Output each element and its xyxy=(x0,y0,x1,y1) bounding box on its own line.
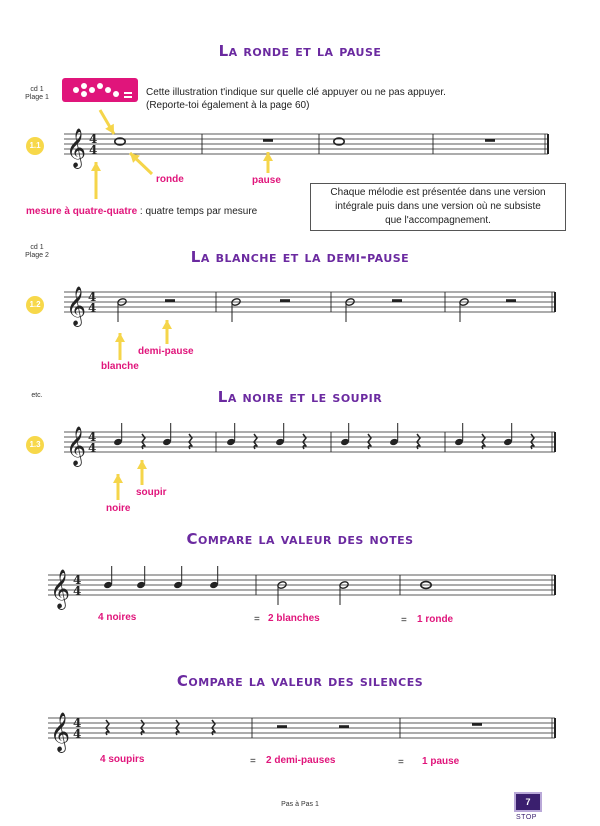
compare-notes-eq-1: = xyxy=(254,614,260,625)
staff-2-time-bottom: 4 xyxy=(88,301,97,315)
compare-notes-eq-2: = xyxy=(401,615,407,626)
staff-2-half-rest xyxy=(392,299,402,302)
track-label-2: cd 1 Plage 2 xyxy=(25,244,49,259)
section-title-compare-notes: Compare la valeur des notes xyxy=(186,530,414,548)
track-badge-1-1: 1.1 xyxy=(26,137,44,155)
staff-2-half-rest xyxy=(280,299,290,302)
compare-silences-2-demi-pauses: 2 demi-pauses xyxy=(266,755,336,766)
staff-2-half-rest xyxy=(165,299,175,302)
arrow-to-blanche-head xyxy=(115,333,125,342)
staff-1-time-top: 4 xyxy=(89,132,98,146)
label-noire: noire xyxy=(106,503,131,514)
section-title-ronde-pause: La ronde et la pause xyxy=(218,42,382,60)
staff-5-time-bottom: 4 xyxy=(73,727,82,741)
info-line-2: intégrale puis dans une version où ne subsiste xyxy=(335,201,541,212)
arrow-to-mesure-head xyxy=(91,162,101,171)
track-badge-1-2: 1.2 xyxy=(26,296,44,314)
staff-5-whole-rest xyxy=(472,723,482,726)
staff-5-half-rest xyxy=(339,725,349,728)
compare-silences-1-pause: 1 pause xyxy=(422,756,460,767)
intro-line-2: (Reporte-toi également à la page 60) xyxy=(146,100,310,111)
staff-3-time-top: 4 xyxy=(88,430,97,444)
compare-notes-4-noires: 4 noires xyxy=(98,612,137,623)
compare-silences-eq-2: = xyxy=(398,757,404,768)
staff-5-treble-clef-icon: 𝄞 xyxy=(50,712,71,752)
stop-label: STOP xyxy=(516,814,537,821)
staff-5-time-top: 4 xyxy=(73,716,82,730)
footer-text: Pas à Pas 1 xyxy=(281,801,319,808)
arrow-to-noire-head xyxy=(113,474,123,483)
label-soupir: soupir xyxy=(136,487,167,498)
staff-2-treble-clef-icon: 𝄞 xyxy=(66,286,87,326)
label-blanche: blanche xyxy=(101,361,139,372)
staff-1-treble-clef-icon: 𝄞 xyxy=(66,128,87,168)
staff-3-treble-clef-icon: 𝄞 xyxy=(66,426,87,466)
compare-silences-eq-1: = xyxy=(250,756,256,767)
section-title-compare-silences: Compare la valeur des silences xyxy=(176,672,424,690)
staff-1-time-bottom: 4 xyxy=(89,143,98,157)
label-pause: pause xyxy=(252,175,281,186)
arrow-to-pause-head xyxy=(263,152,273,161)
staff-1-whole-rest xyxy=(485,139,495,142)
compare-notes-1-ronde: 1 ronde xyxy=(417,614,454,625)
label-demi-pause: demi-pause xyxy=(138,346,194,357)
label-mesure-bold: mesure à quatre-quatre xyxy=(26,206,138,217)
section-title-blanche-demi-pause: La blanche et la demi-pause xyxy=(190,248,410,266)
staff-4-time-bottom: 4 xyxy=(73,584,82,598)
arrow-to-demi-pause-head xyxy=(162,320,172,329)
label-mesure-rest: : quatre temps par mesure xyxy=(137,206,258,217)
staff-4-treble-clef-icon: 𝄞 xyxy=(50,569,71,609)
compare-silences-4-soupirs: 4 soupirs xyxy=(100,754,145,765)
info-line-1: Chaque mélodie est présentée dans une version xyxy=(330,187,546,198)
staff-2-half-rest xyxy=(506,299,516,302)
staff-5-half-rest xyxy=(277,725,287,728)
track-label-3: etc. xyxy=(31,392,43,399)
page-number: 7 xyxy=(514,792,542,812)
track-label-1: cd 1 Plage 1 xyxy=(25,86,49,101)
arrow-to-soupir-head xyxy=(137,460,147,469)
compare-notes-2-blanches: 2 blanches xyxy=(268,613,320,624)
label-ronde: ronde xyxy=(156,174,184,185)
staff-3-time-bottom: 4 xyxy=(88,441,97,455)
section-title-noire-soupir: La noire et le soupir xyxy=(217,388,383,406)
track-badge-1-3: 1.3 xyxy=(26,436,44,454)
staff-1-whole-rest xyxy=(263,139,273,142)
intro-line-1: Cette illustration t'indique sur quelle clé appuyer ou ne pas appuyer. xyxy=(146,87,446,98)
info-line-3: que l'accompagnement. xyxy=(385,215,491,226)
staff-4-time-top: 4 xyxy=(73,573,82,587)
staff-2-time-top: 4 xyxy=(88,290,97,304)
